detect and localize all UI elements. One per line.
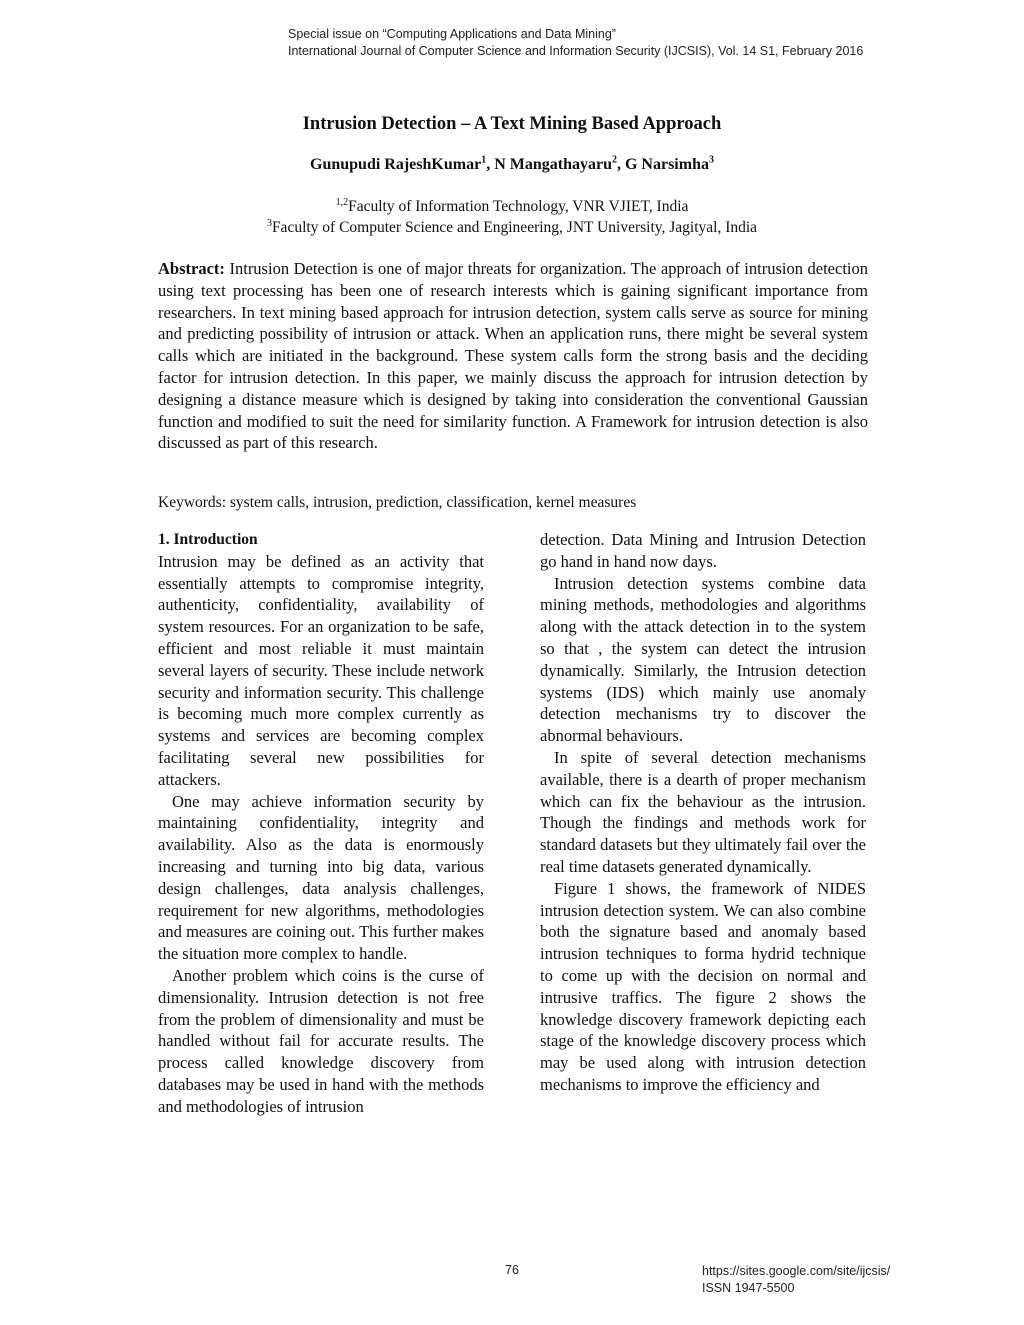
body-paragraph: Figure 1 shows, the framework of NIDES intrusion detection system. We can also combine both the signature based and anomaly based intrusion techniques to forma hydrid technique to come up with the decision on normal and intrusive traffics. The figure 2 shows the knowledge discovery framework depicting each stage of the knowledge discovery process which may be used along with intrusion detection mechanisms to improve the efficiency and [540,878,866,1094]
journal-citation-line: International Journal of Computer Science and Information Security (IJCSIS), Vol. 14 S1, February 2016 [288,44,864,58]
body-paragraph: In spite of several detection mechanisms available, there is a dearth of proper mechanism which can fix the behaviour as the intrusion. Though the findings and methods work for standard datasets but they ultimately fail over the real time datasets generated dynamically. [540,747,866,876]
section-heading: 1. Introduction [158,531,258,548]
author-list [0,156,1024,174]
abstract [158,258,868,454]
author-affiliation-mark: 3 [708,154,714,166]
left-column [158,529,484,1118]
page-number: 76 [505,1263,519,1277]
body-paragraph: Another problem which coins is the curse of dimensionality. Intrusion detection is not free from the problem of dimensionality and must be handled without fail for accurate results. The process called knowledge discovery from databases may be used in hand with the methods and methodologies of intrusion [158,965,484,1116]
footer-info [702,1263,890,1297]
author-separator: , [486,156,495,173]
affiliation-text: Faculty of Computer Science and Engineering, JNT University, Jagityal, India [271,219,758,236]
body-paragraph: Intrusion may be defined as an activity that essentially attempts to compromise integrity, authenticity, confidentiality, availability of system resources. For an organization to be safe, efficient and most reliable it must maintain several layers of security. These include network security and information security. This challenge is becoming much more complex currently as systems and services are becoming complex facilitating several new possibilities for attackers. [158,551,484,789]
affiliation-text: Faculty of Information Technology, VNR VJIET, India [348,198,689,215]
issn: ISSN 1947-5500 [702,1281,795,1295]
journal-url: https://sites.google.com/site/ijcsis/ [702,1264,891,1278]
paper-title: Intrusion Detection – A Text Mining Based Approach [302,114,722,134]
affiliation-mark: 1,2 [335,196,349,208]
author-affiliation-mark: 1 [481,154,487,166]
journal-header [288,26,863,60]
affiliation [0,219,1024,237]
abstract-text: Intrusion Detection is one of major threats for organization. The approach of intrusion detection using text processing has been one of research interests which is gaining significant importance from researchers. In text mining based approach for intrusion detection, system calls serve as source for mining and predicting possibility of intrusion or attack. When an application runs, there might be several system calls which are initiated in the background. These system calls form the strong basis and the deciding factor for intrusion detection. In this paper, we mainly discuss the approach for intrusion detection by designing a distance measure which is designed by taking into consideration the conventional Gaussian function and modified to suit the need for similarity function. A Framework for intrusion detection is also discussed as part of this research. [158,259,868,453]
abstract-label: Abstract: [158,259,225,278]
right-column [540,529,866,1096]
author-separator: , [616,156,625,173]
author-name: Gunupudi RajeshKumar [310,156,482,173]
body-paragraph: One may achieve information security by maintaining confidentiality, integrity and availability. Also as the data is enormously increasing and turning into big data, various design challenges, data analysis challenges, requirement for new algorithms, methodologies and measures are coining out. This further makes the situation more complex to handle. [158,791,484,964]
body-paragraph: detection. Data Mining and Intrusion Detection go hand in hand now days. [540,530,866,571]
author-name: N Mangathayaru [494,156,612,173]
special-issue-line: Special issue on “Computing Applications and Data Mining” [288,27,616,41]
affiliation-mark: 3 [266,217,272,229]
keywords: Keywords: system calls, intrusion, prediction, classification, kernel measures [158,494,637,511]
author-name: G Narsimha [624,156,709,173]
affiliation [0,198,1024,216]
body-paragraph: Intrusion detection systems combine data mining methods, methodologies and algorithms along with the attack detection in to the system so that , the system can detect the intrusion dynamically. Similarly, the Intrusion detection systems (IDS) which mainly use anomaly detection mechanisms try to discover the abnormal behaviours. [540,573,866,746]
author-affiliation-mark: 2 [611,154,617,166]
